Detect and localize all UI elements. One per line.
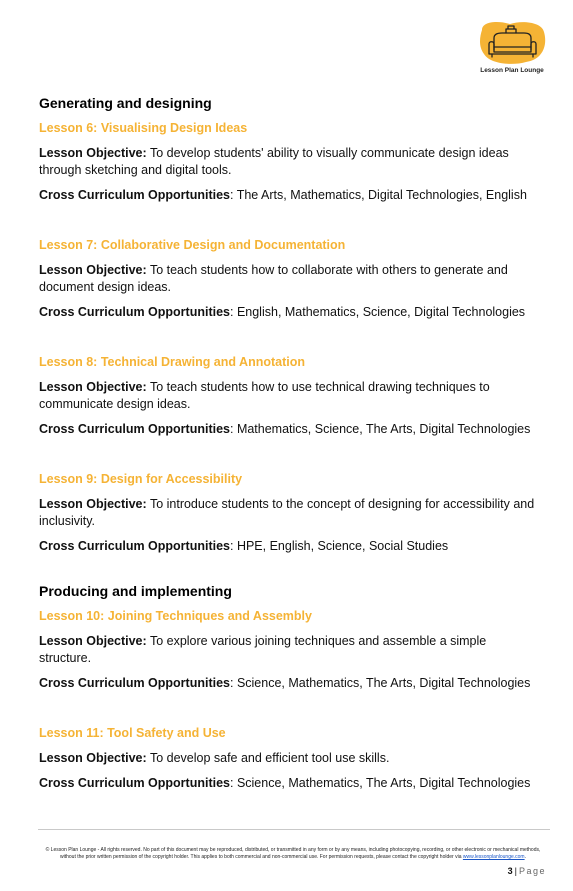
cross-curriculum [39, 675, 539, 692]
objective-label: Lesson Objective: [39, 634, 147, 648]
cross-label: Cross Curriculum Opportunities [39, 305, 230, 319]
lesson-title: Lesson 10: Joining Techniques and Assembly [39, 609, 312, 623]
link-suffix: . [524, 854, 526, 860]
page-separator: | [514, 866, 517, 876]
lesson-block [39, 355, 539, 438]
lesson-objective [39, 750, 539, 767]
objective-label: Lesson Objective: [39, 380, 147, 394]
page-label: Page [518, 866, 546, 876]
lesson-objective [39, 496, 539, 530]
cross-curriculum [39, 187, 539, 204]
objective-label: Lesson Objective: [39, 146, 147, 160]
section-heading: Generating and designing [39, 95, 212, 111]
cross-label: Cross Curriculum Opportunities [39, 188, 230, 202]
sofa-logo-icon [476, 20, 548, 66]
lesson-block [39, 121, 539, 204]
cross-label: Cross Curriculum Opportunities [39, 422, 230, 436]
document-body [39, 95, 539, 826]
objective-text: To develop students' ability to visually communicate design ideas through sketching and digital tools. [39, 146, 509, 177]
lesson-title: Lesson 7: Collaborative Design and Documentation [39, 238, 346, 252]
objective-text: To teach students how to collaborate with others to generate and document design ideas. [39, 263, 508, 294]
section-producing-and-implementing [39, 583, 539, 792]
lesson-title: Lesson 6: Visualising Design Ideas [39, 121, 248, 135]
cross-text: : HPE, English, Science, Social Studies [230, 539, 449, 553]
cross-text: : Mathematics, Science, The Arts, Digital Technologies [230, 422, 531, 436]
footer-copyright [40, 847, 546, 861]
cross-curriculum [39, 775, 539, 792]
lesson-title: Lesson 8: Technical Drawing and Annotation [39, 355, 305, 369]
section-generating-and-designing [39, 95, 539, 555]
lesson-block [39, 609, 539, 692]
footer-divider [38, 829, 550, 830]
objective-label: Lesson Objective: [39, 263, 147, 277]
lesson-title: Lesson 11: Tool Safety and Use [39, 726, 226, 740]
lesson-block [39, 472, 539, 555]
cross-curriculum [39, 421, 539, 438]
objective-text: To explore various joining techniques and assemble a simple structure. [39, 634, 487, 665]
lesson-plan-lounge-logo [476, 20, 548, 76]
lesson-block [39, 726, 539, 792]
website-link[interactable]: www.lessonplanlounge.com [462, 854, 525, 860]
lesson-block [39, 238, 539, 321]
cross-curriculum [39, 304, 539, 321]
cross-text: : The Arts, Mathematics, Digital Technologies, English [230, 188, 527, 202]
cross-label: Cross Curriculum Opportunities [39, 539, 230, 553]
objective-label: Lesson Objective: [39, 497, 147, 511]
lesson-objective [39, 379, 539, 413]
lesson-objective [39, 262, 539, 296]
lesson-objective [39, 145, 539, 179]
cross-text: : English, Mathematics, Science, Digital Technologies [230, 305, 526, 319]
lesson-objective [39, 633, 539, 667]
objective-text: To teach students how to use technical drawing techniques to communicate design ideas. [39, 380, 490, 411]
cross-curriculum [39, 538, 539, 555]
cross-label: Cross Curriculum Opportunities [39, 776, 230, 790]
page-number [508, 866, 546, 876]
objective-text: To develop safe and efficient tool use skills. [149, 751, 390, 765]
logo-text: Lesson Plan Lounge [480, 67, 544, 74]
cross-text: : Science, Mathematics, The Arts, Digital Technologies [230, 676, 531, 690]
copyright-text: © Lesson Plan Lounge - All rights reserved. No part of this document may be reproduced, distributed, or transmitted in any form or by any means, including photocopying, recording, or other electronic or mechanical methods, without the prior written permission of the copyright holder. This applies to both commercial and non-commercial use. For permission requests, please contact the copyright holder via [45, 847, 541, 860]
lesson-title: Lesson 9: Design for Accessibility [39, 472, 243, 486]
cross-label: Cross Curriculum Opportunities [39, 676, 230, 690]
objective-label: Lesson Objective: [39, 751, 147, 765]
page-number-value: 3 [507, 866, 513, 876]
cross-text: : Science, Mathematics, The Arts, Digital Technologies [230, 776, 531, 790]
section-heading: Producing and implementing [39, 583, 232, 599]
objective-text: To introduce students to the concept of designing for accessibility and inclusivity. [39, 497, 535, 528]
